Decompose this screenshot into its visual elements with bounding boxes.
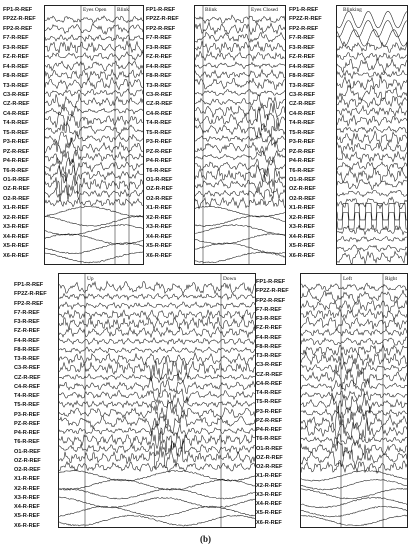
channel-label-b-p3-r-ref: P3-R-REF: [146, 139, 172, 146]
channel-label-a-fp1-r-ref: FP1-R-REF: [3, 7, 33, 13]
eeg-trace-t5-r-ref: [45, 131, 143, 146]
channel-label-e-cz-r-ref: CZ-R-REF: [256, 371, 283, 378]
eeg-trace-p4-r-ref: [337, 162, 407, 170]
channel-label-b-t5-r-ref: T5-R-REF: [146, 129, 172, 136]
event-label-blinking: Blinking: [343, 7, 362, 13]
channel-label-a-f7-r-ref: F7-R-REF: [3, 35, 29, 42]
channel-label-a-t6-r-ref: T6-R-REF: [3, 167, 29, 174]
channel-label-a-x5-r-ref: X5-R-REF: [3, 243, 29, 250]
channel-label-c-fz-r-ref: FZ-R-REF: [289, 54, 315, 61]
eeg-trace-oz-r-ref: [301, 445, 407, 468]
eeg-trace-fp2z-r-ref: [337, 21, 407, 37]
channel-label-a-t5-r-ref: T5-R-REF: [3, 129, 29, 136]
event-label-right: Right: [385, 276, 397, 282]
channel-label-d-p4-r-ref: P4-R-REF: [14, 430, 40, 437]
channel-label-b-f7-r-ref: F7-R-REF: [146, 35, 172, 42]
channel-label-a-p4-r-ref: P4-R-REF: [3, 158, 29, 165]
channel-label-e-pz-r-ref: PZ-R-REF: [256, 417, 283, 424]
eeg-trace-x1-r-ref: [337, 203, 407, 219]
channel-label-e-fp2z-r-ref: FP2Z-R-REF: [256, 288, 289, 295]
channel-label-b-t6-r-ref: T6-R-REF: [146, 167, 172, 174]
channel-label-b-fp2z-r-ref: FP2Z-R-REF: [146, 16, 179, 23]
eeg-trace-fp1-r-ref: [59, 281, 255, 293]
eeg-trace-o2-r-ref: [337, 197, 407, 209]
channel-label-e-x4-r-ref: X4-R-REF: [256, 501, 282, 508]
eeg-trace-t4-r-ref: [45, 121, 143, 137]
eeg-trace-f4-r-ref: [59, 338, 255, 345]
channel-label-c-x5-r-ref: X5-R-REF: [289, 243, 315, 250]
event-label-up: Up: [87, 276, 94, 282]
eeg-trace-fp2-r-ref: [301, 299, 407, 312]
channel-label-c-t6-r-ref: T6-R-REF: [289, 167, 315, 174]
eeg-trace-t5-r-ref: [59, 398, 255, 411]
channel-label-b-x2-r-ref: X2-R-REF: [146, 214, 172, 221]
eeg-trace-pz-r-ref: [337, 152, 407, 163]
eeg-trace-t4-r-ref: [301, 389, 407, 401]
eeg-trace-f7-r-ref: [45, 41, 143, 54]
channel-label-a-x1-r-ref: X1-R-REF: [3, 205, 29, 212]
eeg-trace-f8-r-ref: [59, 347, 255, 353]
channel-label-c-x6-r-ref: X6-R-REF: [289, 252, 315, 259]
channel-label-d-pz-r-ref: PZ-R-REF: [14, 420, 41, 427]
channel-label-c-o1-r-ref: O1-R-REF: [289, 177, 316, 183]
eeg-trace-f4-r-ref: [195, 70, 285, 79]
channel-label-e-oz-r-ref: OZ-R-REF: [256, 454, 283, 461]
eeg-panel-eyes-closed: [194, 5, 286, 265]
eeg-traces-up-down: [59, 274, 255, 527]
channel-label-d-x3-r-ref: X3-R-REF: [14, 494, 40, 501]
channel-label-e-f7-r-ref: F7-R-REF: [256, 306, 282, 313]
channel-label-a-c3-r-ref: C3-R-REF: [3, 92, 30, 98]
eeg-trace-p3-r-ref: [337, 142, 407, 153]
eeg-trace-oz-r-ref: [195, 187, 285, 200]
eeg-trace-cz-r-ref: [337, 106, 407, 116]
eeg-trace-x6-r-ref: [45, 252, 143, 263]
eeg-trace-x4-r-ref: [301, 497, 407, 508]
channel-label-d-t3-r-ref: T3-R-REF: [14, 356, 40, 363]
channel-label-b-fz-r-ref: FZ-R-REF: [146, 54, 172, 61]
eeg-trace-pz-r-ref: [195, 151, 285, 163]
channel-label-b-x1-r-ref: X1-R-REF: [146, 205, 172, 212]
channel-label-a-x2-r-ref: X2-R-REF: [3, 214, 29, 221]
eeg-trace-p4-r-ref: [45, 157, 143, 175]
channel-label-c-x4-r-ref: X4-R-REF: [289, 233, 315, 240]
eeg-trace-t6-r-ref: [301, 434, 407, 446]
eeg-trace-x1-r-ref: [45, 206, 143, 217]
channel-label-a-c4-r-ref: C4-R-REF: [3, 110, 30, 117]
eeg-trace-fz-r-ref: [195, 62, 285, 68]
eeg-trace-x2-r-ref: [301, 480, 407, 491]
channel-label-b-x3-r-ref: X3-R-REF: [146, 224, 172, 231]
channel-label-e-t3-r-ref: T3-R-REF: [256, 353, 282, 360]
eeg-trace-o1-r-ref: [337, 179, 407, 189]
eeg-trace-f7-r-ref: [195, 41, 285, 53]
channel-label-e-x1-r-ref: X1-R-REF: [256, 473, 282, 480]
event-label-down: Down: [223, 276, 237, 282]
eeg-trace-t4-r-ref: [195, 118, 285, 139]
channel-label-a-x4-r-ref: X4-R-REF: [3, 233, 29, 240]
eeg-trace-x3-r-ref: [195, 225, 285, 236]
eeg-trace-f8-r-ref: [45, 78, 143, 90]
eeg-trace-pz-r-ref: [59, 408, 255, 434]
channel-label-a-x6-r-ref: X6-R-REF: [3, 252, 29, 259]
channel-label-a-fz-r-ref: FZ-R-REF: [3, 54, 29, 61]
eeg-trace-t4-r-ref: [337, 126, 407, 133]
channel-label-d-fz-r-ref: FZ-R-REF: [14, 328, 40, 335]
channel-label-d-t6-r-ref: T6-R-REF: [14, 439, 40, 446]
eeg-trace-fz-r-ref: [301, 328, 407, 336]
eeg-trace-x1-r-ref: [195, 206, 285, 217]
eeg-trace-x5-r-ref: [59, 506, 255, 517]
channel-label-e-fp2-r-ref: FP2-R-REF: [256, 297, 286, 304]
channel-label-e-t6-r-ref: T6-R-REF: [256, 436, 282, 443]
eeg-panel-blinking: [336, 5, 408, 265]
eeg-trace-t3-r-ref: [59, 353, 255, 365]
channel-label-e-o2-r-ref: O2-R-REF: [256, 464, 283, 471]
channel-label-a-oz-r-ref: OZ-R-REF: [3, 186, 30, 193]
eeg-trace-x6-r-ref: [301, 515, 407, 526]
channel-label-c-f3-r-ref: F3-R-REF: [289, 44, 315, 51]
eeg-trace-x4-r-ref: [337, 237, 407, 242]
eeg-trace-fp2-r-ref: [59, 302, 255, 309]
eeg-trace-f4-r-ref: [301, 337, 407, 345]
channel-label-b-x5-r-ref: X5-R-REF: [146, 243, 172, 250]
channel-label-a-o2-r-ref: O2-R-REF: [3, 195, 30, 202]
eeg-trace-fp2-r-ref: [337, 30, 407, 46]
channel-label-d-oz-r-ref: OZ-R-REF: [14, 457, 41, 464]
channel-label-b-t3-r-ref: T3-R-REF: [146, 82, 172, 89]
eeg-trace-fp1-r-ref: [301, 283, 407, 291]
channel-label-d-x6-r-ref: X6-R-REF: [14, 522, 40, 529]
eeg-trace-c4-r-ref: [195, 109, 285, 131]
channel-label-b-o2-r-ref: O2-R-REF: [146, 195, 173, 202]
eeg-trace-f3-r-ref: [337, 53, 407, 61]
eeg-trace-x5-r-ref: [301, 506, 407, 517]
channel-label-c-f4-r-ref: F4-R-REF: [289, 63, 315, 70]
channel-label-d-f8-r-ref: F8-R-REF: [14, 346, 40, 353]
eeg-trace-fp1-r-ref: [195, 15, 285, 23]
eeg-trace-c4-r-ref: [301, 380, 407, 392]
channel-label-e-p3-r-ref: P3-R-REF: [256, 408, 282, 415]
channel-label-c-t5-r-ref: T5-R-REF: [289, 129, 315, 136]
eeg-trace-x6-r-ref: [337, 250, 407, 264]
channel-label-a-p3-r-ref: P3-R-REF: [3, 139, 29, 146]
channel-label-e-f8-r-ref: F8-R-REF: [256, 343, 282, 350]
eeg-trace-c3-r-ref: [337, 96, 407, 108]
eeg-traces-eyes-closed: [195, 6, 285, 264]
eeg-trace-o2-r-ref: [195, 198, 285, 209]
event-label-blink: Blink: [117, 7, 129, 13]
eeg-trace-cz-r-ref: [59, 372, 255, 382]
channel-label-e-fz-r-ref: FZ-R-REF: [256, 325, 282, 332]
eeg-traces-blinking: [337, 6, 407, 264]
channel-label-e-c3-r-ref: C3-R-REF: [256, 362, 283, 369]
eeg-trace-f7-r-ref: [59, 310, 255, 320]
channel-label-d-f7-r-ref: F7-R-REF: [14, 309, 40, 316]
channel-label-a-f8-r-ref: F8-R-REF: [3, 73, 29, 80]
channel-label-c-fp2z-r-ref: FP2Z-R-REF: [289, 16, 322, 23]
channel-label-d-x1-r-ref: X1-R-REF: [14, 476, 40, 483]
eeg-traces-left-right: [301, 274, 407, 527]
eeg-traces-eyes-open: [45, 6, 143, 264]
channel-label-c-f8-r-ref: F8-R-REF: [289, 73, 315, 80]
channel-label-e-c4-r-ref: C4-R-REF: [256, 380, 283, 387]
channel-label-c-c3-r-ref: C3-R-REF: [289, 92, 316, 98]
eeg-trace-fz-r-ref: [59, 327, 255, 337]
eeg-trace-oz-r-ref: [337, 190, 407, 196]
channel-label-b-p4-r-ref: P4-R-REF: [146, 158, 172, 165]
eeg-trace-x2-r-ref: [45, 215, 143, 226]
channel-label-b-c3-r-ref: C3-R-REF: [146, 92, 173, 98]
channel-label-c-cz-r-ref: CZ-R-REF: [289, 101, 316, 108]
eeg-trace-p3-r-ref: [45, 138, 143, 157]
eeg-panel-left-right: [300, 273, 408, 528]
channel-label-c-o2-r-ref: O2-R-REF: [289, 195, 316, 202]
channel-label-e-x3-r-ref: X3-R-REF: [256, 491, 282, 498]
eeg-trace-t4-r-ref: [59, 389, 255, 404]
channel-label-d-fp1-r-ref: FP1-R-REF: [14, 282, 44, 288]
channel-label-c-f7-r-ref: F7-R-REF: [289, 35, 315, 42]
eeg-trace-p4-r-ref: [59, 424, 255, 438]
channel-label-e-t5-r-ref: T5-R-REF: [256, 399, 282, 406]
channel-label-e-fp1-r-ref: FP1-R-REF: [256, 279, 286, 285]
eeg-trace-x4-r-ref: [195, 234, 285, 245]
eeg-trace-f3-r-ref: [195, 51, 285, 60]
channel-label-d-x2-r-ref: X2-R-REF: [14, 485, 40, 492]
eeg-trace-f8-r-ref: [301, 344, 407, 355]
channel-label-c-t4-r-ref: T4-R-REF: [289, 120, 315, 127]
eeg-trace-x4-r-ref: [59, 497, 255, 508]
eeg-trace-fp2z-r-ref: [195, 22, 285, 34]
eeg-trace-c4-r-ref: [337, 115, 407, 126]
channel-label-e-f3-r-ref: F3-R-REF: [256, 316, 282, 323]
eeg-trace-fp2z-r-ref: [59, 293, 255, 300]
channel-label-b-t4-r-ref: T4-R-REF: [146, 120, 172, 127]
channel-label-d-x5-r-ref: X5-R-REF: [14, 513, 40, 520]
channel-label-d-t5-r-ref: T5-R-REF: [14, 402, 40, 409]
eeg-trace-f3-r-ref: [45, 52, 143, 61]
eeg-trace-c3-r-ref: [301, 362, 407, 374]
eeg-trace-fp2z-r-ref: [301, 290, 407, 303]
channel-label-d-p3-r-ref: P3-R-REF: [14, 411, 40, 418]
channel-label-c-p3-r-ref: P3-R-REF: [289, 139, 315, 146]
channel-label-c-x3-r-ref: X3-R-REF: [289, 224, 315, 231]
channel-label-d-f4-r-ref: F4-R-REF: [14, 337, 40, 344]
figure-caption: (b): [200, 534, 211, 544]
channel-label-b-f8-r-ref: F8-R-REF: [146, 73, 172, 80]
channel-label-e-t4-r-ref: T4-R-REF: [256, 390, 282, 397]
channel-label-a-f4-r-ref: F4-R-REF: [3, 63, 29, 70]
eeg-trace-t6-r-ref: [337, 168, 407, 183]
eeg-trace-fp2-r-ref: [45, 35, 143, 42]
channel-label-a-pz-r-ref: PZ-R-REF: [3, 148, 30, 155]
channel-label-c-fp2-r-ref: FP2-R-REF: [289, 25, 319, 32]
channel-label-b-fp2-r-ref: FP2-R-REF: [146, 25, 176, 32]
eeg-trace-fz-r-ref: [45, 61, 143, 71]
channel-label-b-f4-r-ref: F4-R-REF: [146, 63, 172, 70]
channel-label-c-x1-r-ref: X1-R-REF: [289, 205, 315, 212]
channel-label-a-fp2-r-ref: FP2-R-REF: [3, 25, 33, 32]
channel-label-d-o1-r-ref: O1-R-REF: [14, 448, 41, 455]
eeg-trace-f8-r-ref: [195, 78, 285, 89]
channel-label-d-cz-r-ref: CZ-R-REF: [14, 374, 41, 381]
eeg-trace-o2-r-ref: [59, 462, 255, 472]
channel-label-e-o1-r-ref: O1-R-REF: [256, 445, 283, 452]
channel-label-e-p4-r-ref: P4-R-REF: [256, 427, 282, 434]
channel-label-a-fp2z-r-ref: FP2Z-R-REF: [3, 16, 36, 23]
eeg-trace-fp2z-r-ref: [45, 23, 143, 34]
channel-label-c-c4-r-ref: C4-R-REF: [289, 110, 316, 117]
channel-label-d-c4-r-ref: C4-R-REF: [14, 383, 41, 390]
eeg-trace-o1-r-ref: [195, 175, 285, 193]
channel-label-d-t4-r-ref: T4-R-REF: [14, 393, 40, 400]
channel-label-c-x2-r-ref: X2-R-REF: [289, 214, 315, 221]
eeg-trace-t3-r-ref: [45, 89, 143, 96]
event-label-left: Left: [343, 276, 352, 282]
eeg-trace-x1-r-ref: [59, 470, 255, 481]
channel-label-b-c4-r-ref: C4-R-REF: [146, 110, 173, 117]
channel-label-d-x4-r-ref: X4-R-REF: [14, 504, 40, 511]
channel-label-e-x5-r-ref: X5-R-REF: [256, 510, 282, 517]
eeg-trace-t3-r-ref: [195, 90, 285, 96]
channel-label-a-cz-r-ref: CZ-R-REF: [3, 101, 30, 108]
eeg-trace-f3-r-ref: [301, 317, 407, 330]
channel-label-c-t3-r-ref: T3-R-REF: [289, 82, 315, 89]
channel-label-e-x2-r-ref: X2-R-REF: [256, 482, 282, 489]
eeg-trace-fp2-r-ref: [195, 32, 285, 42]
eeg-trace-x3-r-ref: [301, 488, 407, 499]
eeg-trace-c3-r-ref: [45, 93, 143, 108]
eeg-panel-eyes-open: [44, 5, 144, 265]
channel-label-a-f3-r-ref: F3-R-REF: [3, 44, 29, 51]
eeg-panel-up-down: [58, 273, 256, 528]
channel-label-a-x3-r-ref: X3-R-REF: [3, 224, 29, 231]
eeg-trace-f7-r-ref: [301, 309, 407, 319]
channel-label-b-oz-r-ref: OZ-R-REF: [146, 186, 173, 193]
channel-label-b-f3-r-ref: F3-R-REF: [146, 44, 172, 51]
channel-label-b-fp1-r-ref: FP1-R-REF: [146, 7, 176, 13]
channel-label-b-o1-r-ref: O1-R-REF: [146, 177, 173, 183]
channel-label-d-fp2-r-ref: FP2-R-REF: [14, 300, 44, 307]
eeg-trace-o1-r-ref: [301, 441, 407, 460]
channel-label-b-cz-r-ref: CZ-R-REF: [146, 101, 173, 108]
eeg-trace-cz-r-ref: [45, 106, 143, 116]
eeg-trace-p3-r-ref: [195, 140, 285, 156]
channel-label-c-oz-r-ref: OZ-R-REF: [289, 186, 316, 193]
channel-label-a-t4-r-ref: T4-R-REF: [3, 120, 29, 127]
event-label-eyes-closed: Eyes Closed: [251, 7, 278, 13]
channel-label-c-p4-r-ref: P4-R-REF: [289, 158, 315, 165]
eeg-trace-x1-r-ref: [301, 470, 407, 481]
eeg-trace-fp1-r-ref: [45, 16, 143, 23]
channel-label-a-o1-r-ref: O1-R-REF: [3, 177, 30, 183]
eeg-trace-o1-r-ref: [59, 439, 255, 456]
eeg-trace-f4-r-ref: [45, 69, 143, 79]
eeg-trace-fp1-r-ref: [337, 11, 407, 27]
eeg-trace-x5-r-ref: [45, 243, 143, 254]
eeg-trace-t5-r-ref: [337, 131, 407, 145]
channel-label-d-c3-r-ref: C3-R-REF: [14, 365, 41, 372]
channel-label-d-f3-r-ref: F3-R-REF: [14, 319, 40, 326]
event-label-eyes-open: Eyes Open: [83, 7, 107, 13]
channel-label-d-o2-r-ref: O2-R-REF: [14, 467, 41, 474]
eeg-trace-x5-r-ref: [337, 245, 407, 252]
event-label-blink-2: Blink: [205, 7, 217, 13]
channel-label-b-pz-r-ref: PZ-R-REF: [146, 148, 173, 155]
channel-label-b-x4-r-ref: X4-R-REF: [146, 233, 172, 240]
channel-label-c-fp1-r-ref: FP1-R-REF: [289, 7, 319, 13]
eeg-trace-x5-r-ref: [195, 243, 285, 254]
channel-label-d-fp2z-r-ref: FP2Z-R-REF: [14, 291, 47, 298]
channel-label-c-pz-r-ref: PZ-R-REF: [289, 148, 316, 155]
eeg-trace-fz-r-ref: [337, 58, 407, 72]
eeg-trace-x2-r-ref: [195, 216, 285, 227]
channel-label-e-x6-r-ref: X6-R-REF: [256, 519, 282, 526]
channel-label-b-x6-r-ref: X6-R-REF: [146, 252, 172, 259]
channel-label-e-f4-r-ref: F4-R-REF: [256, 334, 282, 341]
eeg-trace-c3-r-ref: [195, 94, 285, 108]
channel-label-a-t3-r-ref: T3-R-REF: [3, 82, 29, 89]
eeg-trace-x6-r-ref: [195, 252, 285, 263]
